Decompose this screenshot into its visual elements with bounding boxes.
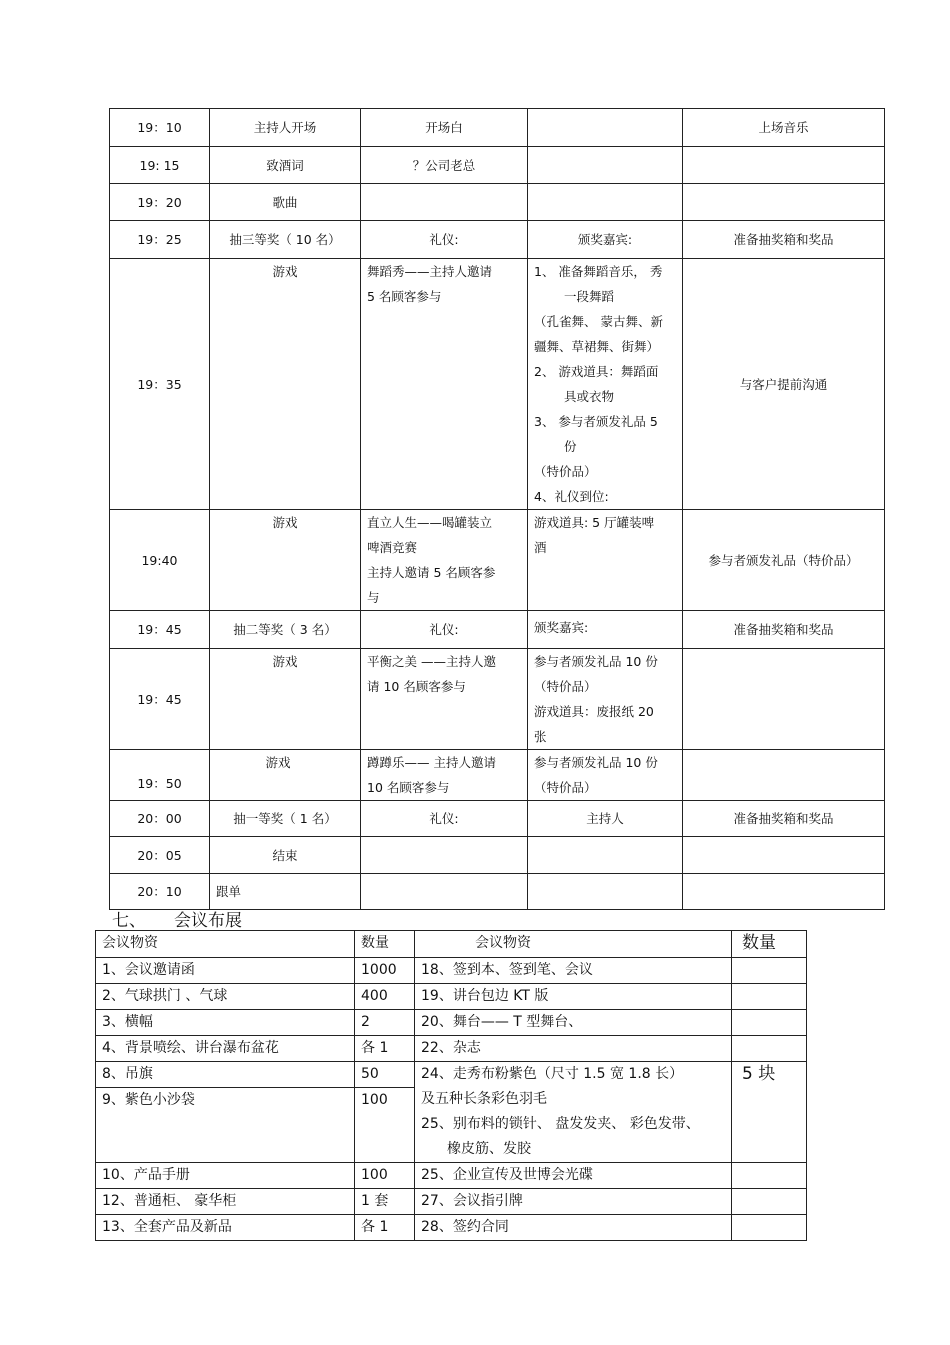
time-cell: 19: 15 (110, 147, 210, 184)
time-cell: 20：00 (110, 801, 210, 837)
content-cell (361, 750, 528, 801)
material-qty (732, 984, 807, 1010)
item-cell: 游戏 (210, 259, 361, 510)
item-cell: 主持人开场 (210, 109, 361, 147)
materials-row (96, 958, 807, 984)
content-line: 平衡之美 ——主持人邀 (367, 654, 496, 669)
materials-row (96, 1215, 807, 1241)
staff-line: 1、 准备舞蹈音乐， 秀 (534, 264, 663, 279)
content-cell (361, 510, 528, 611)
staff-line: 2、 游戏道具：舞蹈面 (534, 364, 659, 379)
staff-line: 疆舞、草裙舞、街舞） (534, 339, 660, 354)
material-name: 1、会议邀请函 (96, 958, 355, 984)
staff-cell (528, 147, 683, 184)
material-qty: 各 1 (355, 1215, 415, 1241)
schedule-row (110, 109, 885, 147)
note-cell (683, 649, 885, 750)
staff-cell (528, 510, 683, 611)
time-cell: 19：50 (110, 750, 210, 801)
content-cell: 开场白 (361, 109, 528, 147)
time-cell: 19：20 (110, 184, 210, 221)
content-cell (361, 259, 528, 510)
note-cell (683, 874, 885, 910)
content-line: 请 10 名顾客参与 (367, 679, 466, 694)
content-line: 直立人生——喝罐装立 (367, 515, 493, 530)
material-qty: 2 (355, 1010, 415, 1036)
material-qty (732, 958, 807, 984)
content-cell (361, 874, 528, 910)
schedule-row (110, 837, 885, 874)
staff-line: （特价品） (534, 679, 597, 694)
material-name: 3、横幅 (96, 1010, 355, 1036)
material-name: 4、背景喷绘、讲台瀑布盆花 (96, 1036, 355, 1062)
material-qty (732, 1215, 807, 1241)
staff-line: 一段舞蹈 (564, 289, 615, 304)
staff-cell (528, 259, 683, 510)
staff-cell (528, 649, 683, 750)
time-cell: 20：10 (110, 874, 210, 910)
time-cell: 19:40 (110, 510, 210, 611)
item-cell: 抽三等奖（ 10 名） (210, 221, 361, 259)
materials-row (96, 1189, 807, 1215)
staff-line: 游戏道具: 5 厅罐装啤 (534, 515, 655, 530)
time-cell: 19：45 (110, 649, 210, 750)
material-name: 10、产品手册 (96, 1163, 355, 1189)
schedule-row (110, 147, 885, 184)
section-title-text: 会议布展 (174, 911, 242, 931)
content-cell: 礼仪: (361, 801, 528, 837)
note-cell: 参与者颁发礼品（特价品） (683, 510, 885, 611)
staff-line: （特价品） (534, 464, 597, 479)
item-cell: 致酒词 (210, 147, 361, 184)
staff-cell: 颁奖嘉宾: (528, 221, 683, 259)
schedule-row (110, 750, 885, 801)
staff-cell (528, 184, 683, 221)
staff-cell (528, 874, 683, 910)
staff-line: 参与者颁发礼品 10 份 (534, 654, 658, 669)
materials-row (96, 1010, 807, 1036)
staff-cell (528, 750, 683, 801)
staff-line: 4、礼仪到位: (534, 489, 609, 504)
material-line: 24、走秀布粉紫色（尺寸 1.5 宽 1.8 长） (421, 1066, 684, 1082)
material-qty: 1 套 (355, 1189, 415, 1215)
materials-row (96, 1036, 807, 1062)
staff-line: 参与者颁发礼品 10 份 (534, 755, 658, 770)
time-cell: 19：45 (110, 611, 210, 649)
content-cell: ？公司老总 (361, 147, 528, 184)
material-qty: 各 1 (355, 1036, 415, 1062)
item-cell: 跟单 (210, 874, 361, 910)
note-cell: 与客户提前沟通 (683, 259, 885, 510)
note-cell (683, 837, 885, 874)
header-material: 会议物资 (96, 931, 355, 958)
staff-line: 具或衣物 (564, 389, 615, 404)
item-cell: 结束 (210, 837, 361, 874)
content-line: 蹲蹲乐—— 主持人邀请 (367, 755, 496, 770)
material-name: 27、会议指引牌 (415, 1189, 732, 1215)
staff-line: （孔雀舞、 蒙古舞、新 (534, 314, 663, 329)
section-heading (112, 906, 242, 931)
header-quantity: 数量 (355, 931, 415, 958)
note-cell (683, 147, 885, 184)
staff-cell (528, 109, 683, 147)
content-line: 10 名顾客参与 (367, 780, 450, 795)
staff-cell (528, 837, 683, 874)
content-cell: 礼仪: (361, 221, 528, 259)
header-material: 会议物资 (415, 931, 732, 958)
materials-row (96, 1062, 807, 1088)
staff-line: 3、 参与者颁发礼品 5 (534, 414, 658, 429)
content-cell (361, 837, 528, 874)
material-qty (732, 1189, 807, 1215)
meeting-materials-table (95, 930, 807, 1241)
schedule-row (110, 874, 885, 910)
materials-row (96, 984, 807, 1010)
material-name: 9、紫色小沙袋 (96, 1088, 355, 1163)
time-cell: 20：05 (110, 837, 210, 874)
materials-row (96, 1163, 807, 1189)
content-cell (361, 649, 528, 750)
schedule-row (110, 184, 885, 221)
note-cell: 准备抽奖箱和奖品 (683, 801, 885, 837)
material-name: 12、普通柜、 豪华柜 (96, 1189, 355, 1215)
content-cell: 礼仪: (361, 611, 528, 649)
schedule-row (110, 801, 885, 837)
content-line: 啤酒竞赛 (367, 540, 418, 555)
note-cell: 准备抽奖箱和奖品 (683, 611, 885, 649)
staff-line: 酒 (534, 540, 547, 555)
material-name-merged (415, 1062, 732, 1163)
material-line: 及五种长条彩色羽毛 (421, 1091, 547, 1107)
content-cell (361, 184, 528, 221)
item-cell: 游戏 (210, 510, 361, 611)
item-cell: 歌曲 (210, 184, 361, 221)
item-cell: 游戏 (210, 649, 361, 750)
material-name: 2、气球拱门 、气球 (96, 984, 355, 1010)
content-line: 舞蹈秀——主持人邀请 (367, 264, 493, 279)
material-name: 19、讲台包边 KT 版 (415, 984, 732, 1010)
material-qty: 400 (355, 984, 415, 1010)
material-qty: 100 (355, 1088, 415, 1163)
content-line: 主持人邀请 5 名顾客参 (367, 565, 496, 580)
material-qty (732, 1163, 807, 1189)
material-name: 25、企业宣传及世博会光碟 (415, 1163, 732, 1189)
note-cell: 上场音乐 (683, 109, 885, 147)
staff-line: （特价品） (534, 780, 597, 795)
material-name: 20、舞台—— T 型舞台、 (415, 1010, 732, 1036)
header-quantity: 数量 (732, 931, 807, 958)
material-line: 橡皮筋、发胶 (447, 1141, 531, 1157)
content-line: 5 名顾客参与 (367, 289, 442, 304)
schedule-row (110, 611, 885, 649)
item-cell: 抽二等奖（ 3 名） (210, 611, 361, 649)
material-name: 22、杂志 (415, 1036, 732, 1062)
time-cell: 19：35 (110, 259, 210, 510)
note-cell: 准备抽奖箱和奖品 (683, 221, 885, 259)
material-line: 25、别布料的锁针、 盘发发夹、 彩色发带、 (421, 1116, 700, 1132)
staff-cell: 颁奖嘉宾: (528, 611, 683, 649)
schedule-row (110, 221, 885, 259)
material-qty (732, 1010, 807, 1036)
item-cell: 抽一等奖（ 1 名） (210, 801, 361, 837)
section-number: 七、 (112, 911, 146, 931)
schedule-row (110, 649, 885, 750)
staff-cell: 主持人 (528, 801, 683, 837)
staff-line: 张 (534, 729, 547, 744)
schedule-row (110, 510, 885, 611)
program-schedule-table (109, 108, 885, 910)
material-qty: 1000 (355, 958, 415, 984)
staff-line: 份 (564, 439, 577, 454)
material-qty-merged: 5 块 (732, 1062, 807, 1163)
time-cell: 19：10 (110, 109, 210, 147)
material-qty (732, 1036, 807, 1062)
content-line: 与 (367, 590, 380, 605)
schedule-row (110, 259, 885, 510)
item-cell: 游戏 (210, 750, 361, 801)
staff-line: 游戏道具：废报纸 20 (534, 704, 654, 719)
material-name: 18、签到本、签到笔、会议 (415, 958, 732, 984)
material-name: 13、全套产品及新品 (96, 1215, 355, 1241)
note-cell (683, 184, 885, 221)
materials-header-row (96, 931, 807, 958)
note-cell (683, 750, 885, 801)
material-name: 28、签约合同 (415, 1215, 732, 1241)
time-cell: 19：25 (110, 221, 210, 259)
material-name: 8、吊旗 (96, 1062, 355, 1088)
material-qty: 100 (355, 1163, 415, 1189)
material-qty: 50 (355, 1062, 415, 1088)
